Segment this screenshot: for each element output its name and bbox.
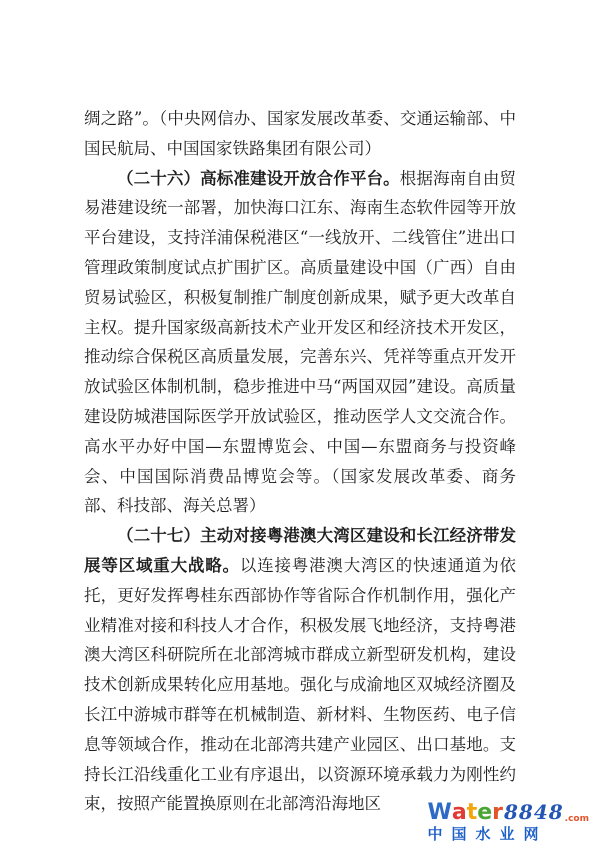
paragraph-text: 根据海南自由贸易港建设统一部署，加快海口江东、海南生态软件园等开放平台建设，支持洋浦保税港区“一线放开、二线管住”进出口管理政策制度试点扩围扩区。高质量建设中国（广西）自由贸易试验区，积极复制推广制度创新成果，赋予更大改革自主权。提升国家级高新技术产业开发区和经济技术开发区，推动综合保税区高质量发展，完善东兴、凭祥等重点开发开放试验区体制机制，稳步推进中马“两国双园”建设。高质量建设防城港国际医学开放试验区，推动医学人文交流合作。高水平办好中国—东盟博览会、中国—东盟商务与投资峰会、中国国际消费品博览会等。（国家发展改革委、商务部、科技部、海关总署） <box>84 168 517 516</box>
brand-tld: .com <box>564 814 589 824</box>
paragraph-text: 以连接粤港澳大湾区的快速通道为依托，更好发挥粤桂东西部协作等省际合作机制作用，强化产业精准对接和科技人才合作，积极发展飞地经济，支持粤港澳大湾区科研院所在北部湾城市群成立新型研发机构，建设技术创新成果转化应用基地。强化与成渝地区双城经济圈及长江中游城市群等在机械制造、新材料、生物医药、电子信息等领域合作，推动在北部湾共建产业园区、出口基地。支持长江沿线重化工业有序退出，以资源环境承载力为刚性约束，按照产能置换原则在北部湾沿海地区 <box>84 555 516 814</box>
brand-letter-r: r <box>492 800 503 825</box>
paragraph-continuation <box>84 104 516 164</box>
paragraph-lead-bold: （二十六）高标准建设开放合作平台。 <box>117 168 400 188</box>
site-name-chinese: 中国水业网 <box>427 825 548 843</box>
brand-letter-w: W <box>427 800 452 825</box>
paragraph-item-27 <box>84 521 516 819</box>
paragraph-text: 绸之路”。（中央网信办、国家发展改革委、交通运输部、中国民航局、中国国家铁路集团有限公司） <box>84 109 516 158</box>
brand-number: 8848 <box>504 800 564 824</box>
brand-letter-t: t <box>466 800 478 825</box>
document-body <box>84 104 516 819</box>
paragraph-item-26 <box>84 164 516 522</box>
water8848-logo[interactable] <box>428 802 589 842</box>
brand-letter-a: a <box>451 800 467 825</box>
brand-letter-e: e <box>477 800 493 825</box>
paragraph-lead-bold: （二十七）主动对接粤港澳大湾区建设和长江经济带发展等区域重大战略。 <box>84 526 516 575</box>
water8848-brand <box>428 802 589 824</box>
